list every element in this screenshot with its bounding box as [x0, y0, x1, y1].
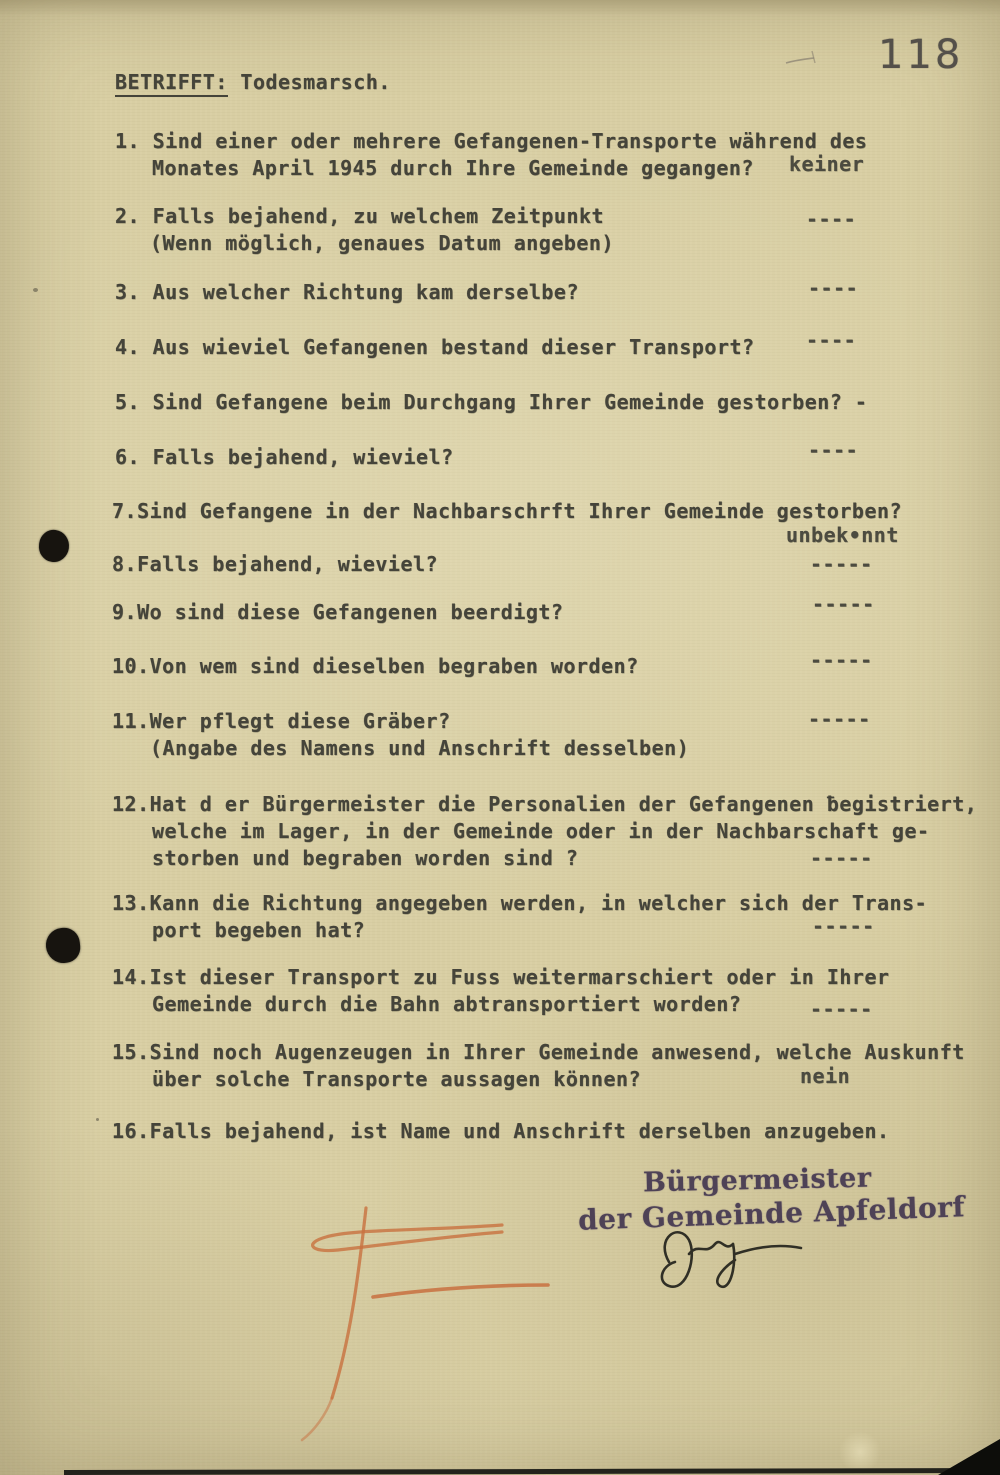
question-15-line-2: über solche Transporte aussagen können? — [152, 1067, 642, 1091]
question-1-line-2: Monates April 1945 durch Ihre Gemeinde gegangen? — [152, 156, 754, 180]
crayon-mark — [240, 1185, 580, 1455]
question-13-line-2: port begeben hat? — [152, 918, 366, 942]
question-14-line-2: Gemeinde durch die Bahn abtransportiert worden? — [152, 992, 742, 1016]
question-13-answer: ----- — [812, 914, 875, 938]
question-15-answer: nein — [800, 1064, 851, 1088]
question-12-answer: ----- — [810, 846, 873, 870]
mayor-stamp-line-1: Bürgermeister — [642, 1162, 872, 1199]
question-7-answer: unbek•nnt — [786, 523, 899, 547]
ink-speck — [33, 288, 38, 292]
punch-hole-bottom — [44, 926, 81, 964]
question-9-line-1: 9.Wo sind diese Gefangenen beerdigt? — [112, 600, 564, 624]
question-16-line-1: 16.Falls bejahend, ist Name und Anschrift derselben anzugeben. — [112, 1119, 890, 1143]
subject-text: Todesmarsch. — [227, 70, 391, 94]
question-1-answer: keiner — [789, 152, 865, 176]
paper-stain — [838, 1432, 882, 1472]
punch-hole-top — [37, 528, 71, 564]
question-3-line-1: 3. Aus welcher Richtung kam derselbe? — [115, 280, 580, 304]
page-number-stamp: 118 — [878, 32, 964, 78]
question-8-answer: ----- — [810, 552, 873, 576]
question-2-line-1: 2. Falls bejahend, zu welchem Zeitpunkt — [115, 204, 605, 228]
question-2-line-2: (Wenn möglich, genaues Datum angeben) — [150, 231, 615, 255]
question-14-answer: ----- — [810, 997, 873, 1021]
question-4-line-1: 4. Aus wieviel Gefangenen bestand dieser Transport? — [115, 335, 755, 359]
question-8-line-1: 8.Falls bejahend, wieviel? — [112, 552, 439, 576]
question-15-line-1: 15.Sind noch Augenzeugen in Ihrer Gemeinde anwesend, welche Auskunft — [112, 1040, 965, 1064]
question-5-line-1: 5. Sind Gefangene beim Durchgang Ihrer Gemeinde gestorben? - — [115, 390, 868, 414]
question-14-line-1: 14.Ist dieser Transport zu Fuss weitermarschiert oder in Ihrer — [112, 965, 890, 989]
question-12-line-2: welche im Lager, in der Gemeinde oder in der Nachbarschaft ge- — [152, 819, 930, 843]
question-9-answer: ----- — [812, 592, 875, 616]
question-11-answer: ----- — [808, 707, 871, 731]
question-1-line-1: 1. Sind einer oder mehrere Gefangenen-Transporte während des — [115, 129, 868, 153]
question-2-answer: ---- — [806, 207, 857, 231]
question-12-line-1: 12.Hat d er Bürgermeister die Personalien der Gefangenen ƀegistriert, — [112, 792, 978, 816]
question-11-line-2: (Angabe des Namens und Anschrift desselben) — [150, 736, 690, 760]
signature — [635, 1212, 815, 1312]
subject-label: BETRIFFT: — [115, 70, 228, 97]
question-4-answer: ---- — [806, 328, 857, 352]
question-6-answer: ---- — [808, 438, 859, 462]
question-6-line-1: 6. Falls bejahend, wieviel? — [115, 445, 454, 469]
question-7-line-1: 7.Sind Gefangene in der Nachbarschrft Ihrer Gemeinde gestorben? — [112, 499, 903, 523]
question-3-answer: ---- — [808, 276, 859, 300]
question-13-line-1: 13.Kann die Richtung angegeben werden, in welcher sich der Trans- — [112, 891, 928, 915]
ink-speck — [96, 1118, 99, 1121]
scan-bottom-edge — [64, 1468, 1000, 1475]
question-10-line-1: 10.Von wem sind dieselben begraben worden? — [112, 654, 639, 678]
pencil-scribble — [782, 45, 830, 75]
subject-line — [115, 68, 391, 96]
question-10-answer: ----- — [810, 648, 873, 672]
question-11-line-1: 11.Wer pflegt diese Gräber? — [112, 709, 451, 733]
question-12-line-3: storben und begraben worden sind ? — [152, 846, 579, 870]
mayor-stamp-line-2: der Gemeinde Apfeldorf — [577, 1190, 966, 1237]
